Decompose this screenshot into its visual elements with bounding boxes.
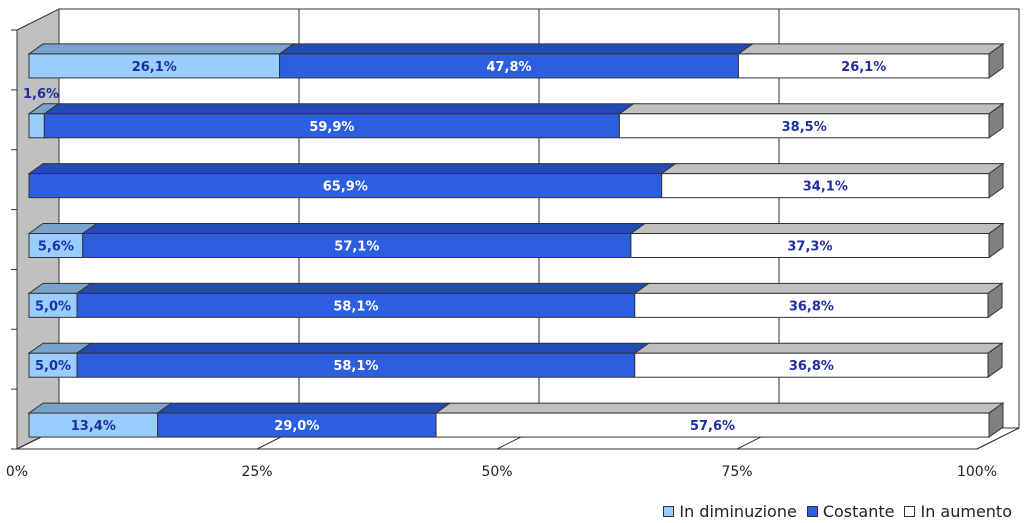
legend-item-in-aumento <box>904 502 1012 521</box>
bar-segment-top <box>44 104 633 114</box>
bar-segment-top <box>83 224 645 234</box>
data-label: 37,3% <box>787 239 833 255</box>
data-label: 58,1% <box>333 359 379 375</box>
data-label: 13,4% <box>70 419 116 435</box>
data-label: 59,9% <box>309 119 355 135</box>
legend-label-in-aumento: In aumento <box>920 502 1012 521</box>
legend-swatch-in-diminuzione <box>663 506 674 517</box>
legend-label-in-diminuzione: In diminuzione <box>679 502 797 521</box>
legend-item-in-diminuzione <box>663 502 796 521</box>
legend <box>663 502 1012 521</box>
x-tick-label: 50% <box>481 464 513 480</box>
data-label: 5,6% <box>37 239 74 255</box>
data-label: 65,9% <box>322 179 368 195</box>
data-label: 57,1% <box>334 239 380 255</box>
data-label: 57,6% <box>689 419 736 435</box>
bar-segment-top <box>158 403 450 413</box>
bar-segment-top <box>436 403 1003 413</box>
legend-swatch-costante <box>807 506 818 517</box>
legend-label-costante: Costante <box>822 502 895 521</box>
data-label: 38,5% <box>781 119 827 135</box>
bar-segment-top <box>635 283 1002 293</box>
legend-item-costante <box>807 502 895 521</box>
bar-segment-top <box>738 44 1003 54</box>
data-label: 1,6% <box>22 86 60 102</box>
x-tick-label: 25% <box>241 464 273 480</box>
data-label: 47,8% <box>486 59 532 75</box>
data-label: 5,0% <box>34 359 72 375</box>
data-label: 36,8% <box>788 299 834 315</box>
data-label: 58,1% <box>333 299 379 315</box>
data-label: 34,1% <box>802 179 848 195</box>
bar-segment-top <box>631 224 1003 234</box>
bar-segment-top <box>635 343 1002 353</box>
bar-segment-top <box>662 164 1003 174</box>
data-label: 36,8% <box>788 359 834 375</box>
x-tick-label: 100% <box>956 464 998 480</box>
bar-segment-top <box>29 403 172 413</box>
bar-segment-top <box>77 343 649 353</box>
data-label: 5,0% <box>34 299 72 315</box>
bar-segment-top <box>77 283 649 293</box>
legend-swatch-in-aumento <box>904 506 915 517</box>
data-label: 26,1% <box>131 59 177 75</box>
bar-segment-top <box>29 164 676 174</box>
x-tick-label: 75% <box>721 464 753 480</box>
bar-segment-top <box>280 44 753 54</box>
data-label: 29,0% <box>274 419 320 435</box>
x-tick-label: 0% <box>5 464 29 480</box>
bar-segment <box>29 114 44 138</box>
bar-segment-top <box>619 104 1003 114</box>
data-label: 26,1% <box>841 59 887 75</box>
bar-segment-top <box>29 44 294 54</box>
